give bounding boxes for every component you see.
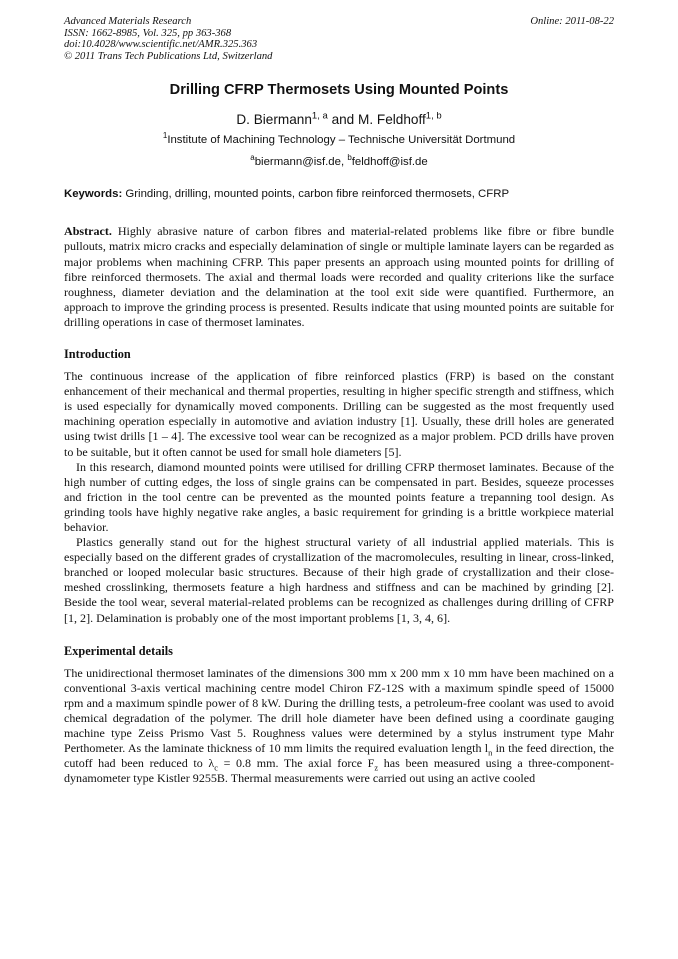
exp-sub-n: n: [488, 747, 493, 758]
exp-text-b: in the feed direction, the cutoff had been reduced to: [64, 741, 614, 771]
doi-line: doi:10.4028/www.scientific.net/AMR.325.363: [64, 39, 258, 51]
issn-line: ISSN: 1662-8985, Vol. 325, pp 363-368: [64, 27, 232, 39]
affiliation: [64, 133, 614, 147]
keywords: [64, 187, 614, 201]
online-date: Online: 2011-08-22: [530, 16, 614, 27]
affiliation-sup: 1: [162, 131, 168, 141]
experimental-paragraph-1: [64, 666, 614, 787]
author-line: [64, 111, 614, 128]
lambda-symbol: λ: [208, 756, 215, 771]
email-1: biermann@isf.de,: [254, 156, 345, 169]
experimental-heading: Experimental details: [64, 643, 173, 658]
keywords-text: Grinding, drilling, mounted points, carbon fibre reinforced thermosets, CFRP: [125, 188, 510, 201]
keywords-label: Keywords:: [64, 188, 123, 201]
author-1: D. Biermann: [236, 112, 312, 128]
email-2-sup: b: [347, 153, 352, 163]
email-line: [64, 155, 614, 169]
exp-text-a: The unidirectional thermoset laminates of the dimensions 300 mm x 200 mm x 10 mm have been machined on a conventional 3-axis vertical machining centre model Chiron FZ-12S with a maximum spindle speed of 15000 rpm and a maximum spindle power of 8 kW. During the drilling tests, a petroleum-free coolant was used to avoid chemical degradation of the polymer. The drill hole diameter have been defined using a coordinate gauging machine type Zeiss Prismo Vast 5. Roughness values were determined by a stylus instrument type Mahr Perthometer. As the laminate thickness of 10 mm limits the required evaluation length l: [64, 665, 614, 756]
journal-header: [64, 16, 614, 62]
intro-paragraph-1: The continuous increase of the application of fibre reinforced plastics (FRP) is based on the constant enhancement of their mechanical and thermal properties, resulting in higher specific strength and stiffness, which is used especially for dynamically moved components. Drilling can be suggested as the most frequently used machining operation especially in automotive and aviation industry [1]. Usually, these drill holes are generated using twist drills [1 – 4]. The excessive tool wear can be recognized as a major problem. PCD drills have proven to be suitable, but it often cannot be used for small hole diameters [5].: [64, 369, 614, 459]
affiliation-text: Institute of Machining Technology – Technische Universität Dortmund: [167, 134, 516, 147]
abstract-text: Highly abrasive nature of carbon fibres and material-related problems like fibre or fibre bundle pullouts, matrix micro cracks and especially delamination of single or multiple laminate layers can be regarded as major problems when machining CFRP. This paper presents an approach using mounted points for drilling of fibre reinforced thermosets. The axial and thermal loads were recorded and quality criterions like the surface roughness, diameter deviation and the delamination at the tool exit side were quantified. Furthermore, an approach to improve the grinding process is presented. Results indicate that using mounted points are suitable for drilling operations in case of thermoset laminates.: [64, 224, 615, 329]
introduction-heading: Introduction: [64, 347, 131, 362]
abstract: [64, 224, 614, 330]
exp-sub-z: z: [374, 762, 379, 773]
email-1-sup: a: [250, 153, 255, 163]
author-1-sup: 1, a: [311, 110, 328, 122]
paper-title: Drilling CFRP Thermosets Using Mounted Points: [169, 82, 509, 99]
email-2: feldhoff@isf.de: [351, 156, 428, 169]
journal-name: Advanced Materials Research: [64, 16, 192, 27]
abstract-label: Abstract.: [64, 224, 112, 239]
exp-sub-c: c: [214, 762, 218, 773]
copyright-line: © 2011 Trans Tech Publications Ltd, Switzerland: [64, 50, 273, 62]
author-and: and: [331, 112, 355, 128]
exp-text-c: = 0.8 mm. The axial force F: [217, 756, 375, 771]
author-2-sup: 1, b: [425, 110, 442, 122]
exp-text-d: has been measured using a three-component-dynamometer type Kistler 9255B. Thermal measurements were carried out using an active cooled: [64, 756, 614, 786]
author-2: M. Feldhoff: [358, 112, 426, 128]
intro-paragraph-3: Plastics generally stand out for the highest structural variety of all industrial applied materials. This is especially based on the different grades of crystallization of the macromolecules, resulting in linear, cross-linked, branched or looped molecular basic structures. Because of their high grade of crystallization and their close-meshed crosslinking, thermosets feature a high hardness and stiffness and can be machined by grinding [2]. Beside the tool wear, several material-related problems can be recognized as challenges during drilling of CFRP [1, 2]. Delamination is probably one of the most important problems [1, 3, 4, 6].: [64, 535, 614, 625]
intro-paragraph-2: In this research, diamond mounted points were utilised for drilling CFRP thermoset laminates. Because of the high number of cutting edges, the loss of single grains can be compensated in part. Besides, squeeze processes and friction in the tool centre can be prevented as the mounted points feature a trepanning tool design. As grinding tools have highly negative rake angles, a basic requirement for grinding is a brittle workpiece material behavior.: [64, 459, 614, 534]
